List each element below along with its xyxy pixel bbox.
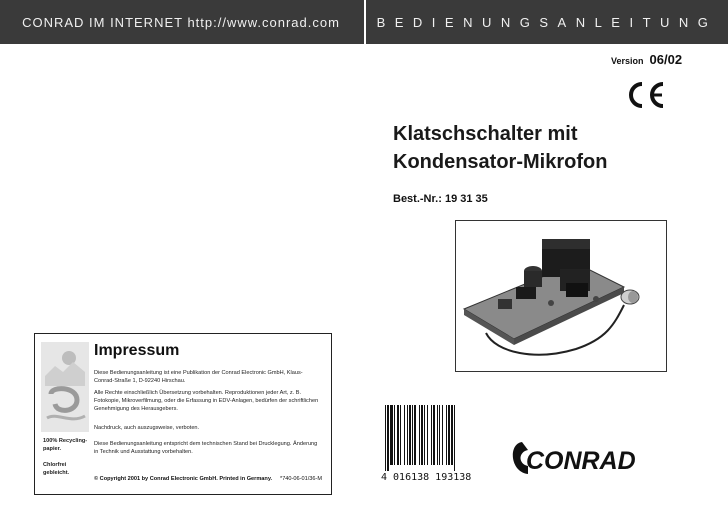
version-value: 06/02 bbox=[649, 52, 683, 67]
copyright-text: © Copyright 2001 by Conrad Electronic GmbH. Printed in Germany. bbox=[94, 476, 273, 482]
product-title bbox=[393, 120, 607, 176]
product-title-line1: Klatschschalter mit bbox=[393, 123, 578, 145]
impressum-reprint: Nachdruck, auch auszugsweise, verboten. bbox=[94, 425, 200, 431]
barcode-number: 4 016138 193138 bbox=[381, 472, 472, 483]
version-caption: Version bbox=[611, 56, 644, 66]
document-type-title: BEDIENUNGSANLEITUNG bbox=[376, 14, 718, 30]
product-photo bbox=[455, 220, 667, 372]
internet-address: CONRAD IM INTERNET http://www.conrad.com bbox=[22, 14, 340, 30]
copyright-line bbox=[94, 476, 322, 482]
header-bar bbox=[0, 0, 728, 44]
recycling-logo-icon bbox=[41, 342, 89, 432]
chlorine-free-note: Chlorfrei gebleicht. bbox=[43, 462, 70, 476]
barcode bbox=[383, 405, 483, 471]
impressum-rights: Alle Rechte einschließlich Übersetzung vorbehalten. Reproduktionen jeder Art, z. B. Fotokopie, Mikroverfilmung, oder die Erfassung in EDV-Anlagen, bedürfen der schriftlichen Genehmigung des Herausgebers. bbox=[94, 390, 319, 412]
impressum-publisher: Diese Bedienungsanleitung ist eine Publikation der Conrad Electronic GmbH, Klaus-Conrad-Straße 1, D-92240 Hirschau. bbox=[94, 370, 303, 384]
product-title-line2: Kondensator-Mikrofon bbox=[393, 151, 608, 173]
brand-name: CONRAD bbox=[526, 447, 636, 475]
conrad-logo bbox=[510, 438, 648, 483]
impressum-technical-note: Diese Bedienungsanleitung entspricht dem technischen Stand bei Drucklegung. Änderung in Technik und Ausstattung vorbehalten. bbox=[94, 441, 318, 455]
impressum-title: Impressum bbox=[94, 342, 180, 359]
order-number: Best.-Nr.: 19 31 35 bbox=[393, 193, 488, 205]
ce-mark-icon bbox=[625, 80, 667, 115]
impressum-box bbox=[34, 333, 332, 495]
recycling-paper-note: 100% Recycling-papier. bbox=[43, 438, 88, 452]
print-code: *740-06-01/36-M bbox=[280, 476, 322, 482]
version-label bbox=[611, 52, 682, 67]
